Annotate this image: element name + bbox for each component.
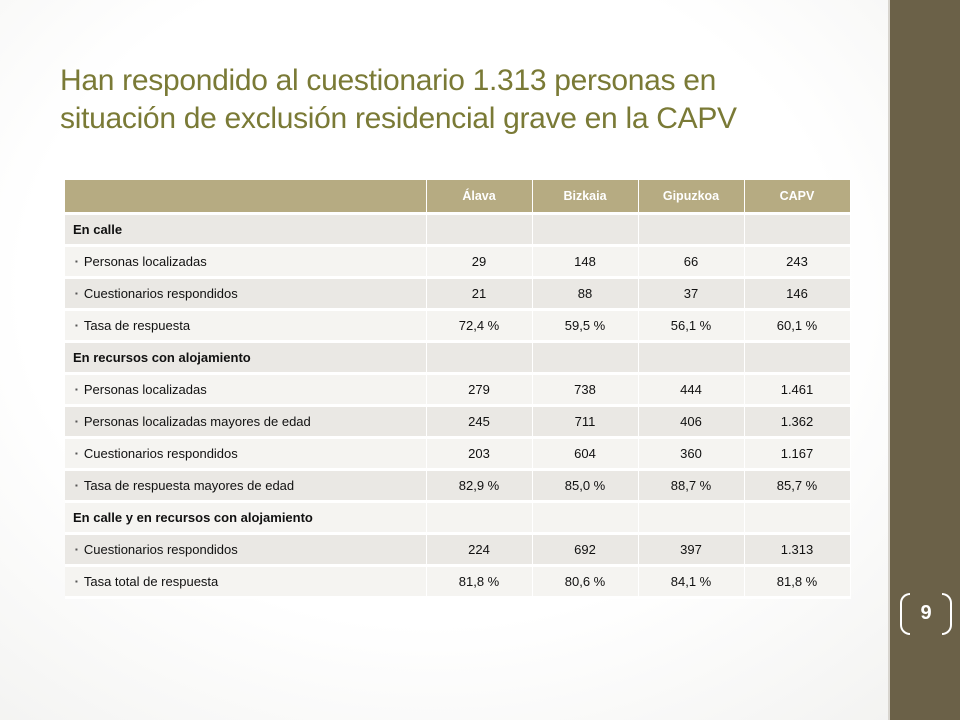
value-cell: 59,5 % bbox=[532, 310, 638, 342]
row-label-cell bbox=[65, 246, 426, 278]
value-cell bbox=[638, 214, 744, 246]
value-cell: 279 bbox=[426, 374, 532, 406]
value-cell bbox=[744, 214, 850, 246]
value-cell: 81,8 % bbox=[744, 566, 850, 598]
header-cell: CAPV bbox=[744, 180, 850, 214]
slide-title bbox=[60, 62, 860, 138]
value-cell: 148 bbox=[532, 246, 638, 278]
square-bullet-icon: ▪ bbox=[75, 289, 78, 298]
table-row bbox=[65, 406, 850, 438]
title-line-1: Han respondido al cuestionario 1.313 personas en bbox=[60, 64, 717, 97]
value-cell: 738 bbox=[532, 374, 638, 406]
value-cell: 37 bbox=[638, 278, 744, 310]
row-label-cell bbox=[65, 566, 426, 598]
right-bracket-icon bbox=[942, 593, 952, 635]
value-cell: 243 bbox=[744, 246, 850, 278]
value-cell: 406 bbox=[638, 406, 744, 438]
square-bullet-icon: ▪ bbox=[75, 321, 78, 330]
row-label-cell bbox=[65, 374, 426, 406]
row-label: Cuestionarios respondidos bbox=[83, 286, 238, 301]
table-section-row bbox=[65, 342, 850, 374]
value-cell: 692 bbox=[532, 534, 638, 566]
row-label: Tasa total de respuesta bbox=[83, 574, 219, 589]
table-row bbox=[65, 278, 850, 310]
value-cell: 1.313 bbox=[744, 534, 850, 566]
value-cell: 85,0 % bbox=[532, 470, 638, 502]
value-cell bbox=[532, 214, 638, 246]
value-cell: 84,1 % bbox=[638, 566, 744, 598]
square-bullet-icon: ▪ bbox=[75, 577, 78, 586]
square-bullet-icon: ▪ bbox=[75, 481, 78, 490]
square-bullet-icon: ▪ bbox=[75, 545, 78, 554]
row-label: Personas localizadas bbox=[83, 382, 207, 397]
row-label-cell bbox=[65, 470, 426, 502]
value-cell bbox=[532, 342, 638, 374]
table-row bbox=[65, 534, 850, 566]
row-label-cell bbox=[65, 406, 426, 438]
value-cell bbox=[638, 502, 744, 534]
row-label-cell bbox=[65, 534, 426, 566]
value-cell: 82,9 % bbox=[426, 470, 532, 502]
value-cell bbox=[426, 342, 532, 374]
table-section-row bbox=[65, 502, 850, 534]
value-cell: 146 bbox=[744, 278, 850, 310]
value-cell bbox=[744, 342, 850, 374]
square-bullet-icon: ▪ bbox=[75, 257, 78, 266]
square-bullet-icon: ▪ bbox=[75, 385, 78, 394]
left-bracket-icon bbox=[900, 593, 910, 635]
page-number-badge bbox=[898, 593, 954, 633]
value-cell: 72,4 % bbox=[426, 310, 532, 342]
value-cell: 1.167 bbox=[744, 438, 850, 470]
value-cell bbox=[638, 342, 744, 374]
row-label-cell bbox=[65, 278, 426, 310]
value-cell: 224 bbox=[426, 534, 532, 566]
survey-response-table bbox=[65, 180, 851, 599]
value-cell: 66 bbox=[638, 246, 744, 278]
value-cell: 88 bbox=[532, 278, 638, 310]
row-label: En calle y en recursos con alojamiento bbox=[73, 510, 313, 525]
row-label: Tasa de respuesta bbox=[83, 318, 191, 333]
value-cell: 1.461 bbox=[744, 374, 850, 406]
table-row bbox=[65, 374, 850, 406]
page-number: 9 bbox=[920, 601, 932, 624]
section-label-cell bbox=[65, 342, 426, 374]
value-cell bbox=[532, 502, 638, 534]
header-cell: Álava bbox=[426, 180, 532, 214]
section-label-cell bbox=[65, 502, 426, 534]
square-bullet-icon: ▪ bbox=[75, 449, 78, 458]
table-row bbox=[65, 470, 850, 502]
value-cell: 397 bbox=[638, 534, 744, 566]
title-line-2: situación de exclusión residencial grave en la CAPV bbox=[60, 102, 737, 135]
value-cell: 203 bbox=[426, 438, 532, 470]
table-header-row bbox=[65, 180, 850, 214]
value-cell: 604 bbox=[532, 438, 638, 470]
value-cell: 360 bbox=[638, 438, 744, 470]
value-cell: 444 bbox=[638, 374, 744, 406]
row-label: Tasa de respuesta mayores de edad bbox=[83, 478, 295, 493]
header-cell: Gipuzkoa bbox=[638, 180, 744, 214]
value-cell bbox=[744, 502, 850, 534]
row-label-cell bbox=[65, 310, 426, 342]
value-cell: 21 bbox=[426, 278, 532, 310]
value-cell: 80,6 % bbox=[532, 566, 638, 598]
value-cell bbox=[426, 214, 532, 246]
table-section-row bbox=[65, 214, 850, 246]
row-label: Personas localizadas mayores de edad bbox=[83, 414, 311, 429]
value-cell: 711 bbox=[532, 406, 638, 438]
value-cell: 60,1 % bbox=[744, 310, 850, 342]
table-body bbox=[65, 214, 850, 598]
row-label: Personas localizadas bbox=[83, 254, 207, 269]
value-cell: 88,7 % bbox=[638, 470, 744, 502]
row-label: Cuestionarios respondidos bbox=[83, 542, 238, 557]
row-label: Cuestionarios respondidos bbox=[83, 446, 238, 461]
table-row bbox=[65, 566, 850, 598]
value-cell: 29 bbox=[426, 246, 532, 278]
table-row bbox=[65, 246, 850, 278]
header-cell bbox=[65, 180, 426, 214]
row-label: En calle bbox=[73, 222, 123, 237]
row-label: En recursos con alojamiento bbox=[73, 350, 251, 365]
header-cell: Bizkaia bbox=[532, 180, 638, 214]
value-cell: 56,1 % bbox=[638, 310, 744, 342]
table-row bbox=[65, 310, 850, 342]
value-cell: 85,7 % bbox=[744, 470, 850, 502]
value-cell: 245 bbox=[426, 406, 532, 438]
row-label-cell bbox=[65, 438, 426, 470]
value-cell: 1.362 bbox=[744, 406, 850, 438]
section-label-cell bbox=[65, 214, 426, 246]
value-cell: 81,8 % bbox=[426, 566, 532, 598]
table-row bbox=[65, 438, 850, 470]
square-bullet-icon: ▪ bbox=[75, 417, 78, 426]
value-cell bbox=[426, 502, 532, 534]
